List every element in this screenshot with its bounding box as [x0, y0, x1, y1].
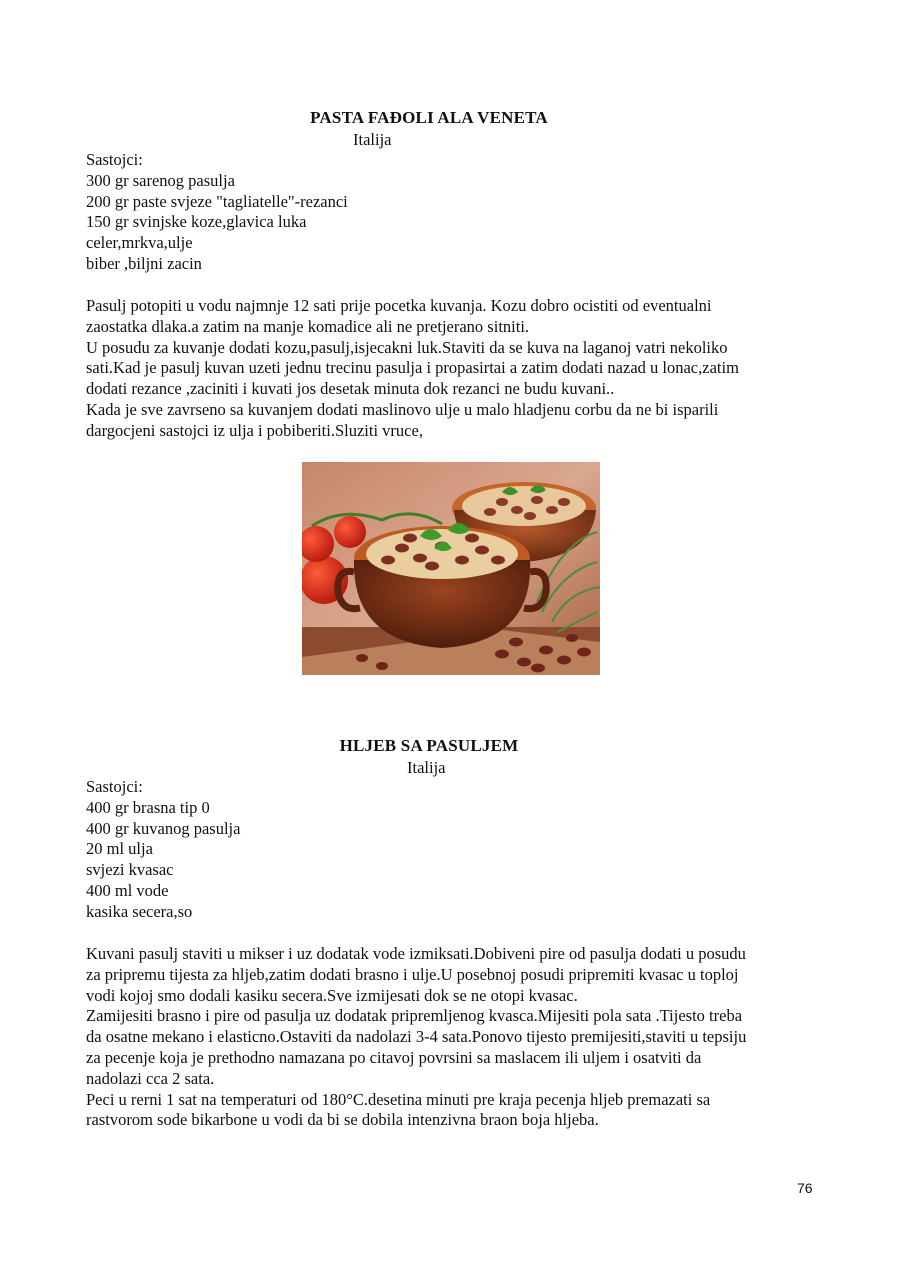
ingredients-heading: Sastojci:: [86, 150, 143, 169]
method-line: rastvorom sode bikarbone u vodi da bi se dobila intenzivna braon boja hljeba.: [86, 1110, 599, 1130]
recipe2-title: HLJEB SA PASULJEM: [339, 736, 519, 755]
method-line: dargocjeni sastojci iz ulja i pobiberiti.Sluziti vruce,: [86, 420, 423, 440]
recipe1-origin: Italija: [353, 130, 392, 149]
method-line: za pripremu tijesta za hljeb,zatim dodati brasno i ulje.U posebnoj posudi pripremiti kvasac u toploj: [86, 964, 739, 984]
recipe2-origin: Italija: [407, 758, 446, 777]
ingredient-line: biber ,biljni zacin: [86, 253, 202, 273]
method-line: da osatne mekano i elasticno.Ostaviti da nadolazi 3-4 sata.Ponovo tijesto premijesiti,staviti u tepsiju: [86, 1027, 747, 1047]
method-line: U posudu za kuvanje dodati kozu,pasulj,isjecakni luk.Staviti da se kuva na laganoj vatri nekoliko: [86, 337, 728, 357]
pasta-beans-photo: [302, 462, 600, 675]
ingredient-line: svjezi kvasac: [86, 860, 174, 880]
method-line: Zamijesiti brasno i pire od pasulja uz dodatak pripremljenog kvasca.Mijesiti pola sata .Tijesto treba: [86, 1006, 743, 1026]
recipe1-title: PASTA FAĐOLI ALA VENETA: [310, 108, 548, 127]
method-line: za pecenje koja je prethodno namazana po citavoj povrsini sa maslacem ili uljem i osatviti da: [86, 1047, 702, 1067]
ingredient-line: celer,mrkva,ulje: [86, 233, 193, 253]
method-line: nadolazi cca 2 sata.: [86, 1068, 215, 1088]
recipe2-ingredients: [86, 777, 240, 923]
ingredients-heading: Sastojci:: [86, 777, 143, 796]
method-line: zaostatka dlaka.a zatim na manje komadice ali ne pretjerano sitniti.: [86, 316, 530, 336]
ingredient-line: kasika secera,so: [86, 901, 193, 921]
method-line: sati.Kad je pasulj kuvan uzeti jednu trecinu pasulja i propasirtai a zatim dodati nazad u lonac,zatim: [86, 358, 739, 378]
recipe1-method: [86, 296, 826, 442]
recipe2-method: [86, 944, 826, 1131]
method-line: Pasulj potopiti u vodu najmnje 12 sati prije pocetka kuvanja. Kozu dobro ocistiti od eventualni: [86, 296, 712, 315]
method-line: dodati rezance ,zaciniti i kuvati jos desetak minuta dok rezanci ne budu kuvani..: [86, 379, 615, 399]
ingredient-line: 150 gr svinjske koze,glavica luka: [86, 212, 307, 232]
ingredient-line: 400 gr kuvanog pasulja: [86, 818, 241, 838]
method-line: Kuvani pasulj staviti u mikser i uz dodatak vode izmiksati.Dobiveni pire od pasulja dodati u posudu: [86, 944, 746, 963]
method-line: vodi kojoj smo dodali kasiku secera.Sve izmijesati dok se ne otopi kvasac.: [86, 985, 578, 1005]
ingredient-line: 20 ml ulja: [86, 839, 153, 859]
method-line: Kada je sve zavrseno sa kuvanjem dodati maslinovo ulje u malo hladjenu corbu da ne bi isparili: [86, 399, 719, 419]
ingredient-line: 300 gr sarenog pasulja: [86, 170, 235, 190]
ingredient-line: 400 ml vode: [86, 880, 169, 900]
recipe1-ingredients: [86, 150, 348, 275]
ingredient-line: 200 gr paste svjeze "tagliatelle"-rezanci: [86, 191, 348, 211]
method-line: Peci u rerni 1 sat na temperaturi od 180°C.desetina minuti pre kraja pecenja hljeb premazati sa: [86, 1089, 711, 1109]
page-number: 76: [797, 1180, 813, 1196]
ingredient-line: 400 gr brasna tip 0: [86, 797, 210, 817]
